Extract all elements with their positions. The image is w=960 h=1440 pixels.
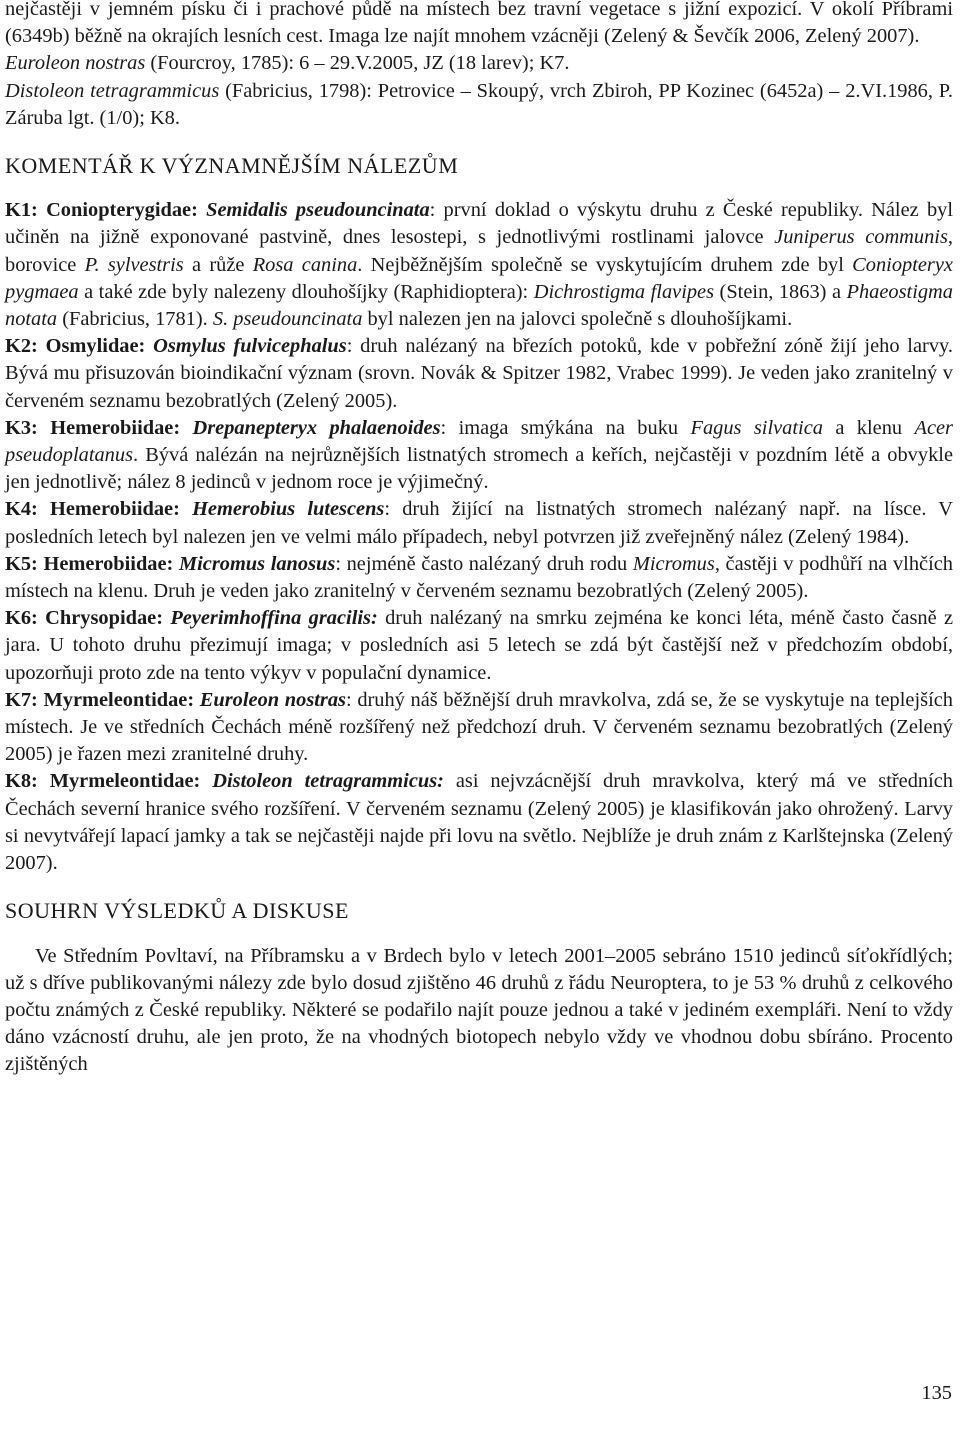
species-name: Semidalis pseudouncinata (206, 199, 430, 222)
species-name: Juniperus communis (774, 226, 948, 249)
section-heading-summary: SOUHRN VÝSLEDKŮ A DISKUSE (5, 898, 349, 924)
comment-label: K5: Hemerobiidae: (5, 552, 174, 575)
species-name: Micromus lanosus (178, 552, 336, 575)
summary-paragraph: Ve Středním Povltaví, na Příbramsku a v Brdech bylo v letech 2001–2005 sebráno 1510 jedinců síťokřídlých; už s dříve publikovanými nálezy zde bylo dosud zjištěno 46 druhů z řádu Neuroptera, to je 53 % druhů z celkového počtu známých z České republiky. Některé se podařilo najít pouze jednou a také v jediném exempláři. Není to vždy dáno vzácností druhu, ale jen proto, že na vhodných biotopech nebylo vždy ve vhodnou dobu sbíráno. Procento zjištěných (5, 944, 953, 1076)
species-name: Rosa canina (252, 253, 358, 276)
comment-k7 (5, 687, 953, 769)
comment-text: : druh nalézaný na březích potoků, kde v pobřežní zóně žijí jeho larvy. Bývá mu přisuzován bioindikační význam (srovn. Novák & Spitzer 1982, Vrabec 1999). Je veden jako zranitelný v červeném seznamu bezobratlých (Zelený 2005). (5, 335, 953, 412)
comment-k8 (5, 768, 953, 877)
record-text: (Fabricius, 1798): Petrovice – Skoupý, vrch Zbiroh, PP Kozinec (6452a) – 2.VI.1986, P. Záruba lgt. (1/0); K8. (5, 79, 953, 129)
comment-text: a klenu (822, 416, 915, 439)
comment-label: K3: Hemerobiidae: (5, 416, 181, 439)
comment-label: K7: Myrmeleontidae: (5, 688, 195, 711)
comment-label: K4: Hemerobiidae: (5, 498, 180, 521)
species-name: Fagus silvatica (690, 416, 823, 439)
comment-text: : druhý náš běžnější druh mravkolva, zdá se, že se vyskytuje na teplejších místech. Je ve středních Čechách méně rozšířený než předchozí druh. V červeném seznamu bezobratlých (Zelený 2005) je řazen mezi zranitelné druhy. (5, 688, 953, 766)
text-column (5, 0, 953, 1079)
comment-k2 (5, 333, 953, 415)
comment-text: , borovice (5, 226, 954, 276)
species-name: Acer pseudoplatanus (5, 416, 953, 467)
species-name: Peyerimhoffina gracilis: (170, 607, 378, 630)
species-name: P. sylvestris (84, 253, 184, 276)
comment-k4 (5, 496, 953, 550)
comment-label: K1: Coniopterygidae: (5, 199, 198, 222)
comment-text: : nejméně často nalézaný druh rodu (335, 552, 633, 575)
comment-k6 (5, 605, 953, 687)
species-name: Dichrostigma flavipes (533, 280, 715, 303)
intro-line: (Zelený & Ševčík 2006, Zelený 2007). (604, 25, 920, 48)
page-number: 135 (921, 1382, 952, 1404)
comment-label: K8: Myrmeleontidae: (5, 770, 201, 793)
species-name: S. pseudouncinata (212, 308, 363, 331)
comment-text: druh nalézaný na smrku zejména ke konci léta, méně často časně z jara. U tohoto druhu přezimují imaga; v posledních asi 5 letech se zdá být častější než v předchozím období, upozorňuji proto zde na tento výkyv v populační dynamice. (5, 607, 953, 684)
species-name: Distoleon tetragrammicus (5, 79, 220, 102)
species-name: Hemerobius lutescens (192, 498, 385, 521)
comment-text: , častěji v podhůří na vlhčích místech na klenu. Druh je veden jako zranitelný v červeném seznamu bezobratlých (Zelený 2005). (5, 552, 953, 603)
record-text: (Fourcroy, 1785): 6 – 29.V.2005, JZ (18 larev); K7. (145, 52, 570, 75)
comment-text: : druh žijící na listnatých stromech nalézaný např. na lísce. V posledních letech byl nalezen jen ve velmi málo případech, nebyl potvrzen již zveřejněný nález (Zelený 1984). (5, 498, 953, 548)
comment-text: a růže (183, 253, 253, 276)
species-name: Euroleon nostras (5, 52, 146, 75)
comment-label: K6: Chrysopidae: (5, 607, 163, 630)
comment-text: byl nalezen jen na jalovci společně s dlouhošíjkami. (362, 308, 793, 331)
record-distoleon (5, 78, 953, 132)
species-name: Distoleon tetragrammicus: (212, 770, 444, 793)
record-euroleon (5, 50, 953, 77)
comment-text: asi nejvzácnější druh mravkolva, který má ve středních Čechách severní hranice svého rozšíření. V červeném seznamu (Zelený 2005) je klasifikován jako ohrožený. Larvy si nevytvářejí lapací jamky a tak se nejčastěji najde při lovu na světlo. Nejblíže je druh znám z Karlštejnska (Zelený 2007). (5, 770, 954, 875)
comment-text: . Bývá nalézán na nejrůznějších listnatých stromech a keřích, nejčastěji v pozdním létě a obvykle jen jednotlivě; nález 8 jedinců v jednom roce je výjimečný. (5, 444, 953, 494)
comment-text: : imaga smýkána na buku (440, 416, 691, 439)
comment-text: (Fabricius, 1781). (57, 308, 213, 331)
species-name: Euroleon nostras (199, 688, 346, 711)
intro-paragraph (5, 0, 953, 50)
species-name: Coniopteryx pygmaea (5, 253, 953, 303)
intro-line: nejčastěji v jemném písku či i prachové půdě na místech bez travní vegetace s jižní expozicí. (5, 0, 803, 20)
section-heading-comments: KOMENTÁŘ K VÝZNAMNĚJŠÍM NÁLEZŮM (5, 153, 459, 179)
comment-text: a také zde byly nalezeny dlouhošíjky (Raphidioptera): (78, 280, 534, 303)
comment-text: (Stein, 1863) a (714, 280, 847, 303)
comment-text: : první doklad o výskytu druhu z České republiky. Nález byl učiněn na jižně exponované pastvině, dnes lesostepi, s jednotlivými rostlinami jalovce (5, 199, 953, 249)
comment-k5 (5, 551, 953, 605)
intro-line: V okolí Příbrami (6349b) běžně na okrajích lesních cest. Imaga lze najít mnohem vzácněji (5, 0, 954, 48)
species-name: Micromus (632, 552, 715, 575)
species-name: Drepanepteryx phalaenoides (192, 416, 441, 439)
comment-k1 (5, 197, 953, 333)
species-name: Phaeostigma notata (5, 280, 953, 331)
comment-k3 (5, 415, 953, 497)
species-name: Osmylus fulvicephalus (153, 335, 347, 358)
comment-label: K2: Osmylidae: (5, 335, 146, 358)
comment-text: . Nejběžnějším společně se vyskytujícím druhem zde byl (357, 253, 853, 276)
